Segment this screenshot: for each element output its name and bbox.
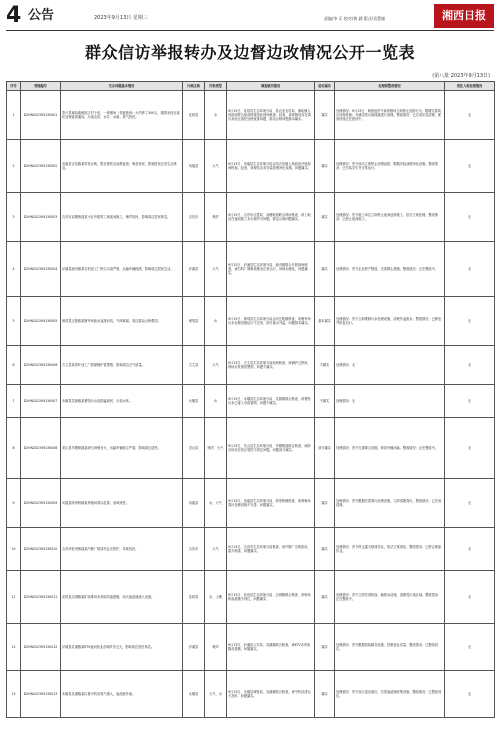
cell-id: D2HN202309130005 <box>21 297 61 346</box>
cell-type: 噪声 <box>205 624 227 671</box>
cell-no: 10 <box>7 528 21 571</box>
cell-check: 9月13日，吉首市住建局、双塘街道联合现场核查，该工地存在夜间施工未办理许可问题，群众反映问题属实。 <box>227 193 315 242</box>
cell-resp: 无 <box>445 193 495 242</box>
cell-desc: 泸溪县武溪镇某KTV夜间营业音响声音过大，影响周边居民休息。 <box>61 624 183 671</box>
cell-resp: 无 <box>445 418 495 479</box>
cell-area: 保靖县 <box>183 297 205 346</box>
table-row <box>7 571 495 624</box>
cell-id: D2HN202309130007 <box>21 385 61 418</box>
cell-real: 属实 <box>315 624 335 671</box>
cell-check: 9月13日，花垣县生态环境分局、边城镇联合核查，该堆场防渗措施不到位，问题属实。 <box>227 571 315 624</box>
cell-id: D2HN202309130003 <box>21 193 61 242</box>
cell-area: 龙山县 <box>183 418 205 479</box>
cell-check: 9月13日，凤凰县生态环境分局、廖家桥镇核查，该养殖场粪污处理设施不完善，问题属实。 <box>227 479 315 528</box>
masthead <box>6 4 494 28</box>
newspaper-logo: 湘西日报 <box>434 4 494 28</box>
cell-id: D2HN202309130008 <box>21 418 61 479</box>
section-name: 公告 <box>28 8 55 23</box>
cell-desc: 花垣县边城镇某矿渣堆场未采取防渗措施，雨天渗滤液流入河道。 <box>61 571 183 624</box>
cell-real: 属实 <box>315 571 335 624</box>
cell-area: 花垣县 <box>183 571 205 624</box>
table-row <box>7 297 495 346</box>
cell-rect: 处理情况：责令停止露天喷漆作业，依法立案查处。整改情况：已停止喷漆作业。 <box>335 528 445 571</box>
cell-check: 9月13日，永顺县城管局、灵溪镇联合核查，该中转站清运不及时，问题属实。 <box>227 671 315 718</box>
cell-rect: 处理情况：责令企业停产整改，完善降尘措施。整改情况：正在整改中。 <box>335 242 445 297</box>
cell-no: 8 <box>7 418 21 479</box>
header-desc: 交办问题基本情况 <box>61 82 183 91</box>
cell-desc: 凤凰县吉信镇某村民反映，附近餐饮店油烟直排，噪音扰民，影响居民正常生活休息。 <box>61 140 183 193</box>
cell-check: 9月13日，凤凰县生态环境分局会同吉信镇人民政府开展现场核查。经查，该餐饮店未安装油烟净化设施，问题属实。 <box>227 140 315 193</box>
cell-rect: 处理情况：责令加大清运频次，完善渗滤液收集设施。整改情况：已整改到位。 <box>335 671 445 718</box>
table-row <box>7 242 495 297</box>
cell-id: D2HN202309130009 <box>21 479 61 528</box>
cell-resp: 无 <box>445 140 495 193</box>
cell-resp: 无 <box>445 297 495 346</box>
cell-type: 水 <box>205 385 227 418</box>
cell-desc: 龙山县华塘街道某砂石场噪音大，运输车辆扬尘严重，影响周边居民。 <box>61 418 183 479</box>
cell-rect: 处理情况：9月13日，调查组责令该养猪场立即停止直排行为，限期完善粪污处理设施；对溪沟受污染段落进行清理。整改情况：已完成应急清理，配套设施正在建设中。 <box>335 91 445 140</box>
cell-area: 吉首市 <box>183 528 205 571</box>
cell-area: 凤凰县 <box>183 479 205 528</box>
cell-resp: 无 <box>445 385 495 418</box>
cell-no: 11 <box>7 571 21 624</box>
table-row <box>7 528 495 571</box>
cell-type: 大气 <box>205 242 227 297</box>
cell-rect: 处理情况：责令限期加装隔音设施，控制营业音量。整改情况：已整改到位。 <box>335 624 445 671</box>
cell-no: 13 <box>7 671 21 718</box>
cell-area: 泸溪县 <box>183 624 205 671</box>
cell-resp: 无 <box>445 479 495 528</box>
header-id: 受理编号 <box>21 82 61 91</box>
cell-real: 属实 <box>315 140 335 193</box>
table-row <box>7 418 495 479</box>
cell-id: D2HN202309130006 <box>21 346 61 385</box>
cell-check: 9月13日，花垣县生态环境分局、县农业农村局、塞哈镇人民政府联合组成调查组赴现场核查。经查，该养猪场存在粪污未经无害化处理直排问题，群众反映问题基本属实。 <box>227 91 315 140</box>
cell-rect: 处理情况：无 <box>335 346 445 385</box>
cell-type: 大气 <box>205 346 227 385</box>
cell-resp: 无 <box>445 571 495 624</box>
cell-real: 属实 <box>315 528 335 571</box>
cell-type: 大气 <box>205 140 227 193</box>
cell-desc: 泰兴县塞哈镇黄泥江村十组，一养猪场（老板姓杨）大约养了300头，猪粪未经无害化处理直排溪沟，污染农田、水井、水源、臭气扰民。 <box>61 91 183 140</box>
cell-id: D2HN202309130011 <box>21 571 61 624</box>
complaints-table <box>6 81 495 718</box>
cell-area: 花垣县 <box>183 91 205 140</box>
cell-rect: 处理情况：责令立即维修污水处理设施，清理外溢废水。整改情况：已修复并恢复运行。 <box>335 297 445 346</box>
cell-rect: 处理情况：责令限期完善粪污处理设施，立即清理粪污。整改情况：已完成清理。 <box>335 479 445 528</box>
cell-real: 基本属实 <box>315 297 335 346</box>
cell-id: D2HN202309130002 <box>21 140 61 193</box>
cell-type: 水 <box>205 297 227 346</box>
cell-rect: 处理情况：责令完善降尘设施，规范车辆运输。整改情况：正在整改中。 <box>335 418 445 479</box>
table-header-row <box>7 82 495 91</box>
cell-desc: 永顺县芙蓉镇某餐馆污水直排猛洞河，污染水体。 <box>61 385 183 418</box>
header-rule <box>6 30 494 31</box>
page-number: 4 <box>6 3 22 28</box>
header-no: 序号 <box>7 82 21 91</box>
cell-type: 噪声、大气 <box>205 418 227 479</box>
cell-real: 属实 <box>315 479 335 528</box>
cell-check: 9月13日，泸溪县生态环境分局、浦市镇联合开展现场调查，该石料厂喷淋设施未正常运行，场地未硬化，问题属实。 <box>227 242 315 297</box>
cell-area: 永顺县 <box>183 385 205 418</box>
header-real: 是否属实 <box>315 82 335 91</box>
cell-real: 不属实 <box>315 385 335 418</box>
cell-area: 凤凰县 <box>183 140 205 193</box>
cell-desc: 永顺县灵溪镇某垃圾中转站臭气熏人，渗滤液外流。 <box>61 671 183 718</box>
issue-date: 2023年9月13日 星期三 <box>94 15 148 21</box>
cell-resp: 无 <box>445 91 495 140</box>
cell-type: 水、土壤 <box>205 571 227 624</box>
header-check: 调查核实情况 <box>227 82 315 91</box>
cell-no: 2 <box>7 140 21 193</box>
cell-no: 12 <box>7 624 21 671</box>
cell-id: D2HN202309130010 <box>21 528 61 571</box>
cell-real: 属实 <box>315 91 335 140</box>
cell-type: 噪声 <box>205 193 227 242</box>
cell-real: 属实 <box>315 193 335 242</box>
cell-real: 属实 <box>315 671 335 718</box>
cell-desc: 古丈县某茶叶加工厂燃煤锅炉冒黑烟，影响周边空气质量。 <box>61 346 183 385</box>
table-row <box>7 346 495 385</box>
table-row <box>7 140 495 193</box>
header-resp: 责任人和处理情况 <box>445 82 495 91</box>
cell-real: 部分属实 <box>315 418 335 479</box>
cell-type: 水、大气 <box>205 479 227 528</box>
table-row <box>7 193 495 242</box>
cell-no: 7 <box>7 385 21 418</box>
cell-check: 9月13日，泸溪县公安局、武溪镇联合核查，该KTV未采取隔音措施，问题属实。 <box>227 624 315 671</box>
cell-no: 4 <box>7 242 21 297</box>
cell-no: 6 <box>7 346 21 385</box>
page-title: 群众信访举报转办及边督边改情况公开一览表 <box>84 43 415 62</box>
table-row <box>7 91 495 140</box>
cell-resp: 无 <box>445 242 495 297</box>
cell-check: 9月13日，吉首市生态环境分局核查，该汽修厂无喷漆房，露天喷漆，问题属实。 <box>227 528 315 571</box>
cell-check: 9月13日，保靖县生态环境分局会同迁陵镇核查，该屠宰场污水处理设施运行不正常，部分废水外溢，问题基本属实。 <box>227 297 315 346</box>
cell-desc: 保靖县迁陵镇某屠宰场废水直排河沟，气味难闻，周边群众反映强烈。 <box>61 297 183 346</box>
cell-resp: 无 <box>445 346 495 385</box>
cell-area: 古丈县 <box>183 346 205 385</box>
header-rect: 处理和整改情况 <box>335 82 445 91</box>
table-row <box>7 624 495 671</box>
cell-id: D2HN202309130004 <box>21 242 61 297</box>
cell-type: 大气、水 <box>205 671 227 718</box>
cell-rect: 处理情况：无 <box>335 385 445 418</box>
cell-resp: 无 <box>445 624 495 671</box>
batch-label: (第八批 2023年9月13日) <box>432 73 490 79</box>
cell-id: D2HN202309130001 <box>21 91 61 140</box>
cell-rect: 处理情况：责令立即完善防渗、截排水设施，清理受污染区域。整改情况：正在整改中。 <box>335 571 445 624</box>
cell-real: 不属实 <box>315 346 335 385</box>
cell-desc: 泸溪县浦市镇某石料加工厂粉尘污染严重，运输车辆抛洒，影响周边居民生活。 <box>61 242 183 297</box>
cell-id: D2HN202309130012 <box>21 624 61 671</box>
cell-check: 9月13日，龙山县生态环境分局、华塘街道联合核查，该砂石场存在扬尘管控不到位问题，问题部分属实。 <box>227 418 315 479</box>
cell-no: 1 <box>7 91 21 140</box>
cell-check: 9月13日，永顺县生态环境分局、芙蓉镇联合核查，该餐馆污水已接入市政管网，问题不属实。 <box>227 385 315 418</box>
cell-rect: 处理情况：责令该店立即停止油烟直排，限期安装油烟净化设施。整改情况：已安装完毕并正常运行。 <box>335 140 445 193</box>
cell-type: 水 <box>205 91 227 140</box>
table-row <box>7 479 495 528</box>
cell-desc: 吉首市双塘街道某小区旁建筑工地夜间施工，噪声扰民，影响周边居民休息。 <box>61 193 183 242</box>
header-area: 行政区域 <box>183 82 205 91</box>
table-row <box>7 671 495 718</box>
cell-no: 9 <box>7 479 21 528</box>
editor-credits: 责编/李 乐 校对/黄 涵 版式/袁慧娅 <box>324 16 386 21</box>
cell-resp: 无 <box>445 671 495 718</box>
cell-type: 大气 <box>205 528 227 571</box>
cell-area: 永顺县 <box>183 671 205 718</box>
cell-real: 属实 <box>315 242 335 297</box>
cell-check: 9月13日，古丈县生态环境分局现场核查，该锅炉已停用，现场未发现冒黑烟，问题不属实。 <box>227 346 315 385</box>
cell-id: D2HN202309130013 <box>21 671 61 718</box>
cell-resp: 无 <box>445 528 495 571</box>
table-row <box>7 385 495 418</box>
cell-desc: 凤凰县廖家桥镇某养殖场粪污乱排，臭味扰民。 <box>61 479 183 528</box>
cell-area: 泸溪县 <box>183 242 205 297</box>
cell-desc: 吉首市乾州街道某汽修厂喷漆作业无防护，异味扰民。 <box>61 528 183 571</box>
cell-no: 3 <box>7 193 21 242</box>
cell-rect: 处理情况：责令施工单位立即停止夜间违规施工，依法立案处理。整改情况：已停止夜间施工。 <box>335 193 445 242</box>
cell-area: 吉首市 <box>183 193 205 242</box>
cell-no: 5 <box>7 297 21 346</box>
header-type: 污染类型 <box>205 82 227 91</box>
